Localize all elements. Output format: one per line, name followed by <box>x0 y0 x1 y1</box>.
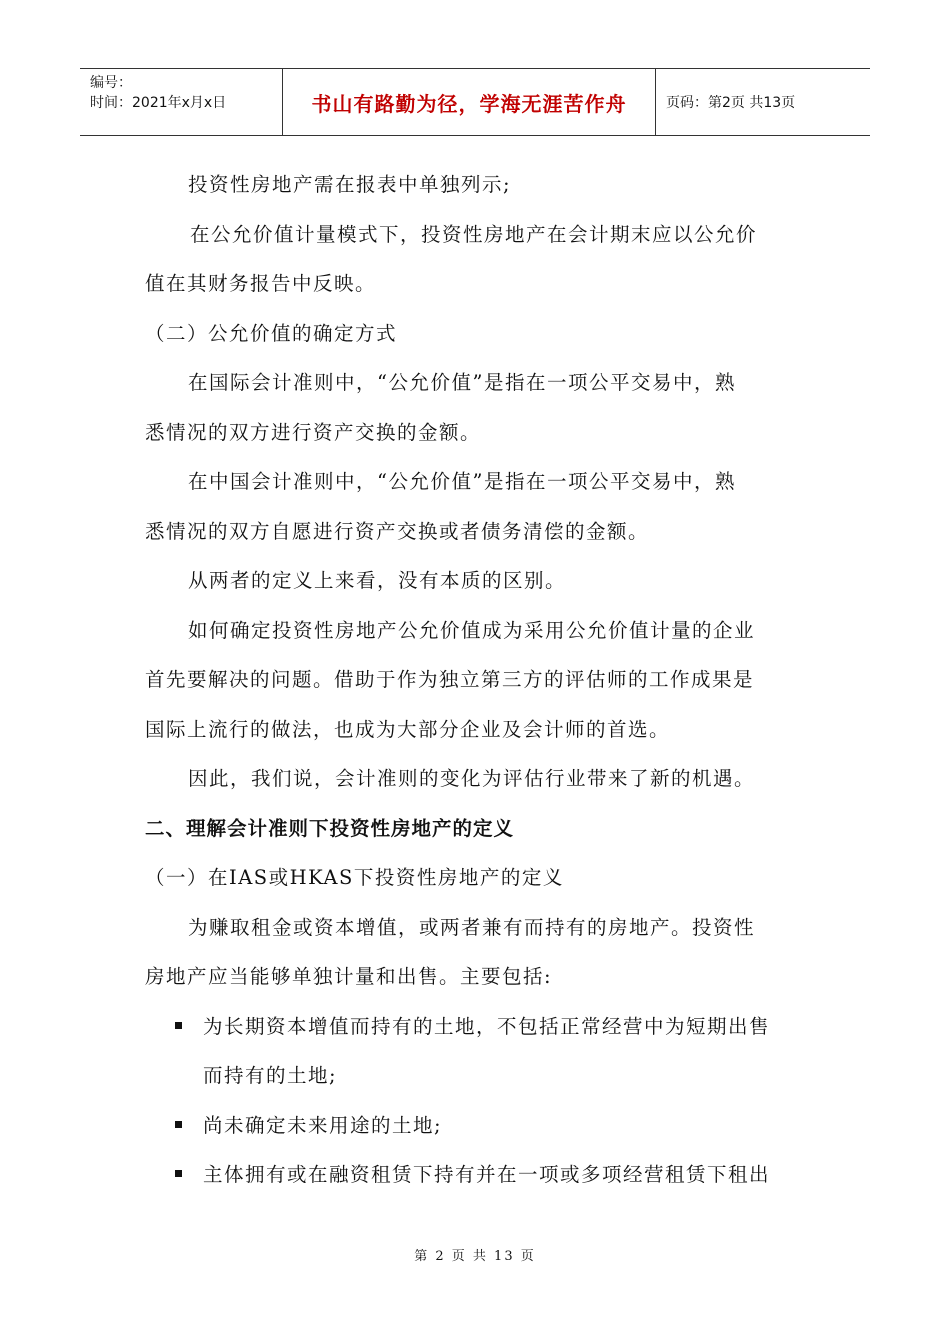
section-heading: （一）在IAS或HKAS下投资性房地产的定义 <box>145 866 564 889</box>
square-bullet-icon <box>145 1002 203 1052</box>
page-footer: 第 2 页 共 13 页 <box>414 1249 536 1264</box>
paragraph: 投资性房地产需在报表中单独列示; <box>188 173 512 196</box>
header-motto: 书山有路勤为径，学海无涯苦作舟 <box>283 69 656 135</box>
paragraph: 在中国会计准则中，“公允价值”是指在一项公平交易中，熟 <box>188 470 736 493</box>
document-date: 时间：2021年x月x日 <box>90 95 227 111</box>
paragraph: 在国际会计准则中，“公允价值”是指在一项公平交易中，熟 <box>188 371 736 394</box>
list-item-text: 主体拥有或在融资租赁下持有并在一项或多项经营租赁下租出 <box>203 1163 771 1186</box>
paragraph: 如何确定投资性房地产公允价值成为采用公允价值计量的企业 <box>188 618 756 642</box>
paragraph: 从两者的定义上来看，没有本质的区别。 <box>188 569 567 592</box>
header-meta <box>80 69 283 135</box>
paragraph-continuation: 首先要解决的问题。借助于作为独立第三方的评估师的工作成果是 <box>145 668 755 691</box>
paragraph-continuation: 房地产应当能够单独计量和出售。主要包括: <box>145 965 553 988</box>
list-item <box>145 1150 810 1200</box>
paragraph: 在公允价值计量模式下，投资性房地产在会计期末应以公允价 <box>190 222 758 246</box>
section-heading: （二）公允价值的确定方式 <box>145 321 398 345</box>
list-item-continuation: 而持有的土地; <box>203 1064 338 1087</box>
square-bullet-icon <box>145 1101 203 1151</box>
list-item-text: 尚未确定未来用途的土地; <box>203 1113 443 1137</box>
document-body <box>145 160 810 1200</box>
list-item <box>145 1101 810 1151</box>
paragraph-continuation: 国际上流行的做法，也成为大部分企业及会计师的首选。 <box>145 717 671 741</box>
paragraph: 为赚取租金或资本增值，或两者兼有而持有的房地产。投资性 <box>188 915 756 939</box>
paragraph-continuation: 悉情况的双方进行资产交换的金额。 <box>145 420 482 444</box>
chapter-heading: 二、理解会计准则下投资性房地产的定义 <box>145 816 515 840</box>
header-page-info: 页码：第2页 共13页 <box>666 95 796 111</box>
document-number-label: 编号： <box>90 75 132 91</box>
square-bullet-icon <box>145 1150 203 1200</box>
paragraph-continuation: 悉情况的双方自愿进行资产交换或者债务清偿的金额。 <box>145 519 650 543</box>
paragraph-continuation: 值在其财务报告中反映。 <box>145 272 377 295</box>
page-header <box>80 68 870 136</box>
list-item <box>145 1002 810 1052</box>
paragraph: 因此，我们说，会计准则的变化为评估行业带来了新的机遇。 <box>188 767 756 790</box>
list-item-text: 为长期资本增值而持有的土地，不包括正常经营中为短期出售 <box>203 1014 771 1038</box>
